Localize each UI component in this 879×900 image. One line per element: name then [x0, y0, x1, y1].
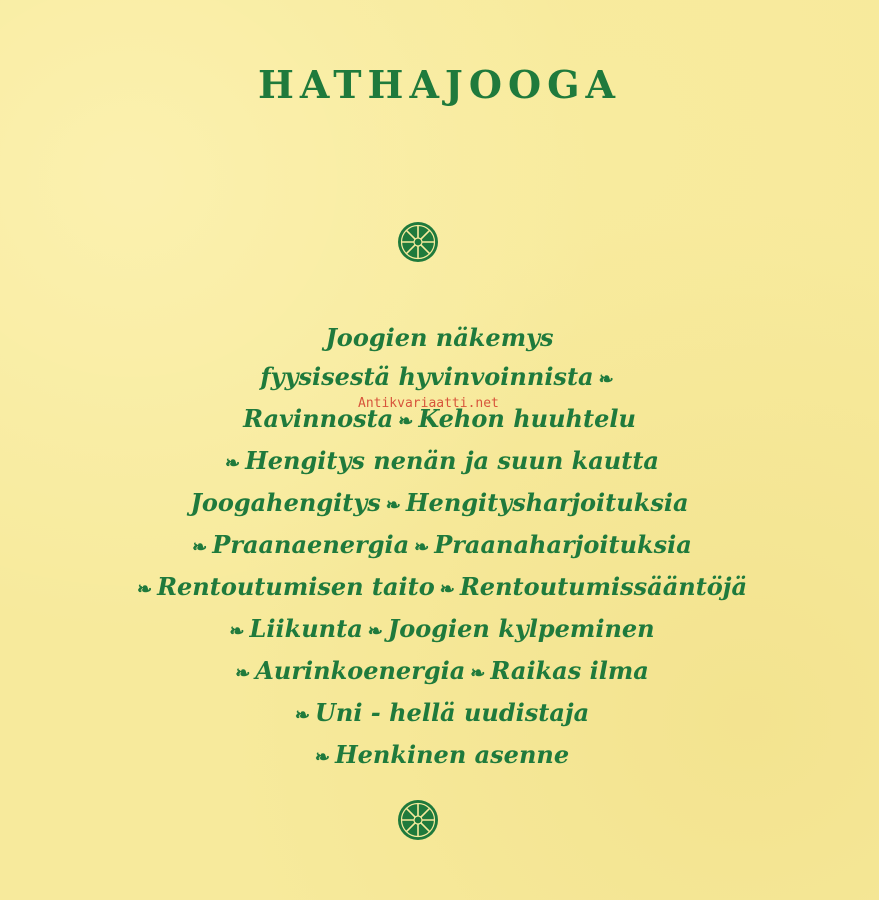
floral-leaf-icon: ❧	[470, 663, 486, 684]
contents-line	[0, 651, 879, 693]
topic-text: Hengitys nenän ja suun kautta	[245, 446, 659, 475]
contents-line	[0, 525, 879, 567]
topic-text: Henkinen asenne	[334, 740, 570, 769]
topic-text: Aurinkoenergia	[255, 656, 466, 685]
floral-leaf-icon: ❧	[314, 747, 330, 768]
topic-text: Rentoutumissääntöjä	[459, 572, 748, 601]
topic-text: Joogien näkemys	[325, 323, 554, 352]
contents-line	[0, 441, 879, 483]
book-title: HATHAJOOGA	[257, 62, 622, 107]
floral-leaf-icon: ❧	[235, 663, 251, 684]
watermark-text: Antikvariaatti.net	[358, 396, 499, 411]
topic-text: Raikas ilma	[490, 656, 649, 685]
topic-text: Rentoutumisen taito	[157, 572, 435, 601]
contents-line	[0, 318, 879, 357]
floral-leaf-icon: ❧	[598, 369, 614, 390]
topic-text: Uni - hellä uudistaja	[314, 698, 590, 727]
contents-line	[0, 609, 879, 651]
contents-list	[0, 318, 879, 777]
floral-leaf-icon: ❧	[367, 621, 383, 642]
floral-leaf-icon: ❧	[192, 537, 208, 558]
topic-text: fyysisestä hyvinvoinnista	[260, 362, 594, 391]
topic-text: Kehon huuhtelu	[418, 404, 636, 433]
mandala-ornament-icon	[396, 798, 440, 842]
contents-line	[0, 735, 879, 777]
floral-leaf-icon: ❧	[385, 495, 401, 516]
floral-leaf-icon: ❧	[229, 621, 245, 642]
contents-line	[0, 693, 879, 735]
topic-text: Joogahengitys	[190, 488, 381, 517]
topic-text: Praanaenergia	[212, 530, 410, 559]
topic-text: Hengitysharjoituksia	[405, 488, 689, 517]
floral-leaf-icon: ❧	[225, 453, 241, 474]
floral-leaf-icon: ❧	[136, 579, 153, 600]
contents-line	[0, 483, 879, 525]
floral-leaf-icon: ❧	[414, 537, 430, 558]
contents-line	[0, 357, 879, 399]
floral-leaf-icon: ❧	[439, 579, 455, 600]
topic-text: Liikunta	[249, 614, 363, 643]
topic-text: Ravinnosta	[243, 404, 394, 433]
topic-text: Praanaharjoituksia	[434, 530, 692, 559]
floral-leaf-icon: ❧	[294, 705, 310, 726]
topic-text: Joogien kylpeminen	[387, 614, 655, 643]
mandala-ornament-icon	[396, 220, 440, 264]
floral-leaf-icon: ❧	[398, 411, 414, 432]
contents-line	[0, 567, 879, 609]
